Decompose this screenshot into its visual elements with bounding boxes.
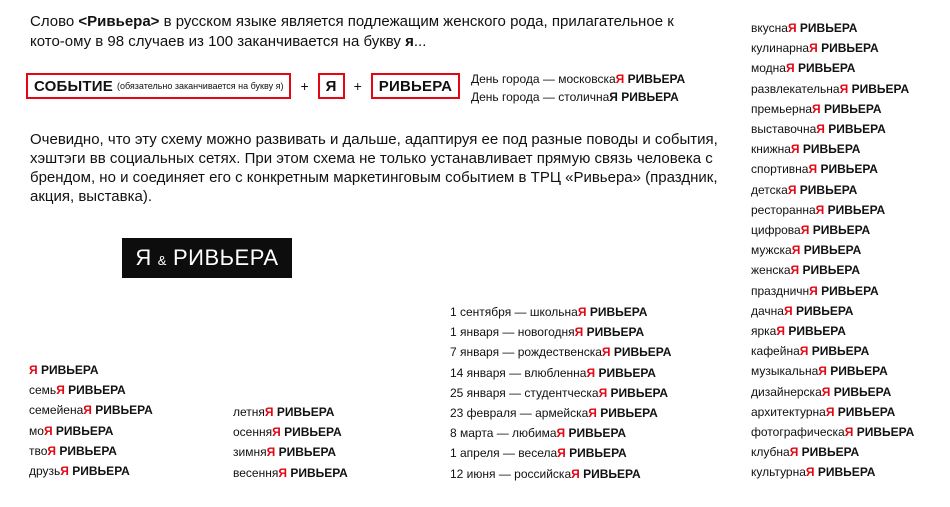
item-ya-letter: Я	[789, 445, 799, 460]
item-ya-letter: Я	[805, 465, 815, 480]
item-ya-letter: Я	[790, 263, 800, 278]
item-prefix: вкусна	[751, 21, 788, 35]
item-prefix: семейена	[29, 403, 84, 418]
logo-brand: РИВЬЕРА	[172, 245, 279, 270]
item-ya-letter: Я	[787, 182, 797, 197]
item-brand: РИВЬЕРА	[801, 445, 860, 460]
explanation-paragraph: Очевидно, что эту схему можно развивать и дальше, адаптируя ее под разные поводы и события, хэштэги вв социальных сетях. При этом схема не только устанавливает прямую связь человека с брендом, но и соединяет его с конкретным маркетинговым событием в ТРЦ «Ривьера» (праздник, акция, выставка).	[30, 131, 718, 205]
item-brand: РИВЬЕРА	[568, 426, 627, 441]
logo-ampersand: &	[157, 252, 167, 268]
item-prefix: 14 января — влюбленна	[450, 365, 587, 380]
list-item	[450, 322, 671, 342]
formula-brand: РИВЬЕРА	[378, 77, 453, 95]
item-brand: РИВЬЕРА	[837, 404, 896, 419]
list-item	[233, 422, 348, 442]
formula-plus-1: +	[300, 78, 309, 94]
example-ya: Я	[615, 72, 625, 86]
item-ya-letter: Я	[816, 122, 825, 137]
item-ya-letter: Я	[266, 445, 276, 460]
list-item	[450, 342, 671, 362]
item-ya-letter: Я	[825, 404, 835, 419]
item-ya-letter: Я	[790, 142, 800, 157]
item-brand: РИВЬЕРА	[598, 365, 656, 380]
list-item	[751, 382, 914, 402]
item-ya-letter: Я	[815, 202, 825, 217]
formula-event-box	[26, 73, 291, 99]
formula-brand-box	[371, 73, 460, 99]
item-ya-letter: Я	[577, 305, 587, 319]
list-item	[751, 361, 914, 381]
list-item	[29, 441, 153, 461]
item-prefix: кулинарна	[751, 41, 810, 56]
item-brand: РИВЬЕРА	[833, 384, 892, 399]
list-item	[29, 421, 153, 441]
item-brand: РИВЬЕРА	[827, 202, 886, 217]
item-brand: РИВЬЕРА	[68, 383, 126, 398]
item-brand: РИВЬЕРА	[40, 363, 99, 377]
list-item	[751, 220, 914, 240]
item-prefix: дизайнерска	[751, 384, 822, 399]
item-brand: РИВЬЕРА	[821, 41, 879, 56]
formula-event-label: СОБЫТИЕ	[34, 77, 113, 95]
item-brand: РИВЬЕРА	[799, 182, 858, 197]
item-ya-letter: Я	[787, 21, 797, 35]
item-prefix: 7 января — рождественска	[450, 345, 602, 360]
item-prefix: премьерна	[751, 101, 812, 116]
item-ya-letter: Я	[821, 384, 831, 399]
item-ya-letter: Я	[799, 344, 809, 359]
item-brand: РИВЬЕРА	[802, 142, 861, 157]
item-prefix: кафейна	[751, 344, 800, 359]
dates-list	[450, 302, 671, 484]
list-item	[29, 461, 153, 481]
personal-list	[29, 360, 153, 481]
list-item	[450, 443, 671, 463]
item-prefix: 1 сентября — школьна	[450, 305, 578, 319]
list-item	[450, 423, 671, 443]
brand-logo	[122, 238, 292, 278]
item-ya-letter: Я	[60, 464, 69, 479]
item-brand: РИВЬЕРА	[799, 21, 858, 35]
logo-ya: Я	[135, 245, 152, 270]
item-ya-letter: Я	[776, 324, 785, 339]
item-prefix: выставочна	[751, 122, 817, 137]
formula-event-note: (обязательно заканчивается на букву я)	[116, 81, 284, 91]
item-ya-letter: Я	[844, 425, 854, 440]
example-prefix: День города — московска	[471, 72, 616, 86]
item-prefix: друзь	[29, 464, 61, 479]
item-ya-letter: Я	[272, 425, 281, 440]
item-brand: РИВЬЕРА	[823, 101, 882, 116]
item-prefix: музыкальна	[751, 364, 819, 379]
item-prefix: фотографическа	[751, 425, 845, 440]
item-ya-letter: Я	[808, 162, 818, 177]
list-item	[751, 240, 914, 260]
item-ya-letter: Я	[809, 283, 818, 298]
list-item	[751, 180, 914, 200]
item-ya-letter: Я	[83, 403, 92, 418]
intro-text-1: Слово	[30, 13, 79, 30]
item-ya-letter: Я	[588, 406, 597, 421]
item-brand: РИВЬЕРА	[851, 81, 910, 96]
item-brand: РИВЬЕРА	[55, 423, 114, 438]
item-brand: РИВЬЕРА	[802, 263, 861, 278]
formula-ya-box	[318, 73, 345, 99]
list-item	[450, 383, 671, 403]
item-ya-letter: Я	[557, 446, 566, 461]
item-brand: РИВЬЕРА	[589, 305, 648, 319]
list-item	[29, 400, 153, 420]
item-prefix: развлекательна	[751, 81, 840, 96]
seasons-list	[233, 402, 348, 483]
item-ya-letter: Я	[839, 81, 849, 96]
list-item	[751, 301, 914, 321]
list-item	[751, 462, 914, 482]
example-prefix: День города — столична	[471, 90, 610, 104]
item-brand: РИВЬЕРА	[820, 162, 878, 177]
item-prefix: спортивна	[751, 162, 809, 177]
item-ya-letter: Я	[47, 443, 57, 458]
item-ya-letter: Я	[601, 345, 611, 360]
item-ya-letter: Я	[29, 363, 38, 377]
item-prefix: ресторанна	[751, 202, 816, 217]
item-prefix: мо	[29, 423, 44, 438]
item-brand: РИВЬЕРА	[569, 446, 627, 461]
item-ya-letter: Я	[56, 383, 65, 398]
intro-text-2: в русском языке является подлежащим женского рода, прилагательное к кото-ому в 98 случаев из 100 заканчивается на букву	[30, 13, 674, 50]
item-prefix: мужска	[751, 243, 792, 258]
item-brand: РИВЬЕРА	[586, 325, 645, 340]
list-item	[751, 200, 914, 220]
example-ya: Я	[609, 90, 618, 104]
item-prefix: клубна	[751, 445, 790, 460]
item-prefix: праздничн	[751, 283, 810, 298]
item-prefix: семь	[29, 383, 57, 398]
item-prefix: детска	[751, 182, 788, 197]
item-prefix: цифрова	[751, 223, 801, 238]
item-brand: РИВЬЕРА	[278, 445, 337, 460]
item-prefix: 25 января — студентческа	[450, 385, 599, 400]
list-item	[751, 442, 914, 462]
item-brand: РИВЬЕРА	[613, 345, 672, 360]
item-brand: РИВЬЕРА	[828, 122, 886, 137]
item-prefix: 1 апреля — весела	[450, 446, 558, 461]
item-ya-letter: Я	[43, 423, 53, 438]
example-brand: РИВЬЕРА	[621, 90, 679, 104]
list-item	[751, 281, 914, 301]
list-item	[751, 159, 914, 179]
list-item	[751, 260, 914, 280]
example-row	[471, 88, 685, 106]
item-prefix: ярка	[751, 324, 777, 339]
item-prefix: книжна	[751, 142, 791, 157]
list-item	[751, 58, 914, 78]
formula-ya: Я	[325, 77, 337, 95]
item-prefix: 12 июня — российска	[450, 466, 572, 481]
item-brand: РИВЬЕРА	[788, 324, 846, 339]
list-item	[450, 302, 671, 322]
item-brand: РИВЬЕРА	[817, 465, 876, 480]
item-ya-letter: Я	[571, 466, 580, 481]
item-ya-letter: Я	[264, 405, 274, 419]
intro-paragraph	[30, 12, 700, 52]
item-ya-letter: Я	[783, 303, 793, 318]
example-brand: РИВЬЕРА	[627, 72, 686, 86]
formula	[26, 72, 460, 100]
item-brand: РИВЬЕРА	[856, 425, 915, 440]
item-brand: РИВЬЕРА	[830, 364, 888, 379]
item-ya-letter: Я	[818, 364, 827, 379]
item-ya-letter: Я	[598, 385, 608, 400]
list-item	[751, 341, 914, 361]
item-prefix: тво	[29, 443, 48, 458]
item-prefix: 8 марта — любима	[450, 426, 557, 441]
intro-word: <Ривьера>	[78, 13, 160, 30]
item-brand: РИВЬЕРА	[811, 344, 870, 359]
item-ya-letter: Я	[809, 41, 818, 56]
list-item	[450, 403, 671, 423]
list-item	[751, 38, 914, 58]
list-item	[751, 99, 914, 119]
item-prefix: осення	[233, 425, 273, 440]
list-item	[29, 360, 153, 380]
item-prefix: культурна	[751, 465, 806, 480]
item-brand: РИВЬЕРА	[610, 385, 669, 400]
list-item	[751, 139, 914, 159]
item-prefix: модна	[751, 61, 786, 76]
list-item	[751, 79, 914, 99]
item-brand: РИВЬЕРА	[276, 405, 335, 419]
item-ya-letter: Я	[278, 465, 287, 480]
intro-text-3: ...	[413, 33, 427, 50]
item-prefix: зимня	[233, 445, 267, 460]
formula-examples	[471, 70, 685, 106]
list-item	[233, 463, 348, 483]
list-item	[450, 464, 671, 484]
item-ya-letter: Я	[812, 101, 821, 116]
item-ya-letter: Я	[800, 223, 810, 238]
item-brand: РИВЬЕРА	[812, 223, 871, 238]
intro-letter: я	[405, 33, 414, 50]
list-item	[450, 363, 671, 383]
item-prefix: дачна	[751, 303, 784, 318]
item-brand: РИВЬЕРА	[797, 61, 856, 76]
item-prefix: 23 февраля — армейска	[450, 406, 589, 421]
item-ya-letter: Я	[586, 365, 596, 380]
list-item	[751, 321, 914, 341]
list-item	[751, 18, 914, 38]
list-item	[233, 442, 348, 462]
list-item	[29, 380, 153, 400]
item-prefix: архитектурна	[751, 404, 826, 419]
item-brand: РИВЬЕРА	[583, 466, 641, 481]
formula-plus-2: +	[353, 78, 362, 94]
item-brand: РИВЬЕРА	[803, 243, 862, 258]
item-ya-letter: Я	[556, 426, 566, 441]
item-prefix: весення	[233, 465, 279, 480]
item-brand: РИВЬЕРА	[795, 303, 854, 318]
item-brand: РИВЬЕРА	[821, 283, 879, 298]
item-prefix: летня	[233, 405, 265, 419]
item-brand: РИВЬЕРА	[95, 403, 153, 418]
example-row	[471, 70, 685, 88]
adjectives-list	[751, 18, 914, 483]
item-prefix: женска	[751, 263, 791, 278]
item-ya-letter: Я	[785, 61, 795, 76]
list-item	[751, 402, 914, 422]
item-brand: РИВЬЕРА	[290, 465, 348, 480]
list-item	[751, 119, 914, 139]
item-ya-letter: Я	[791, 243, 801, 258]
list-item	[233, 402, 348, 422]
item-ya-letter: Я	[574, 325, 584, 340]
item-brand: РИВЬЕРА	[72, 464, 130, 479]
item-brand: РИВЬЕРА	[600, 406, 658, 421]
item-prefix: 1 января — новогодня	[450, 325, 575, 340]
list-item	[751, 422, 914, 442]
item-brand: РИВЬЕРА	[59, 443, 117, 458]
item-brand: РИВЬЕРА	[284, 425, 342, 440]
